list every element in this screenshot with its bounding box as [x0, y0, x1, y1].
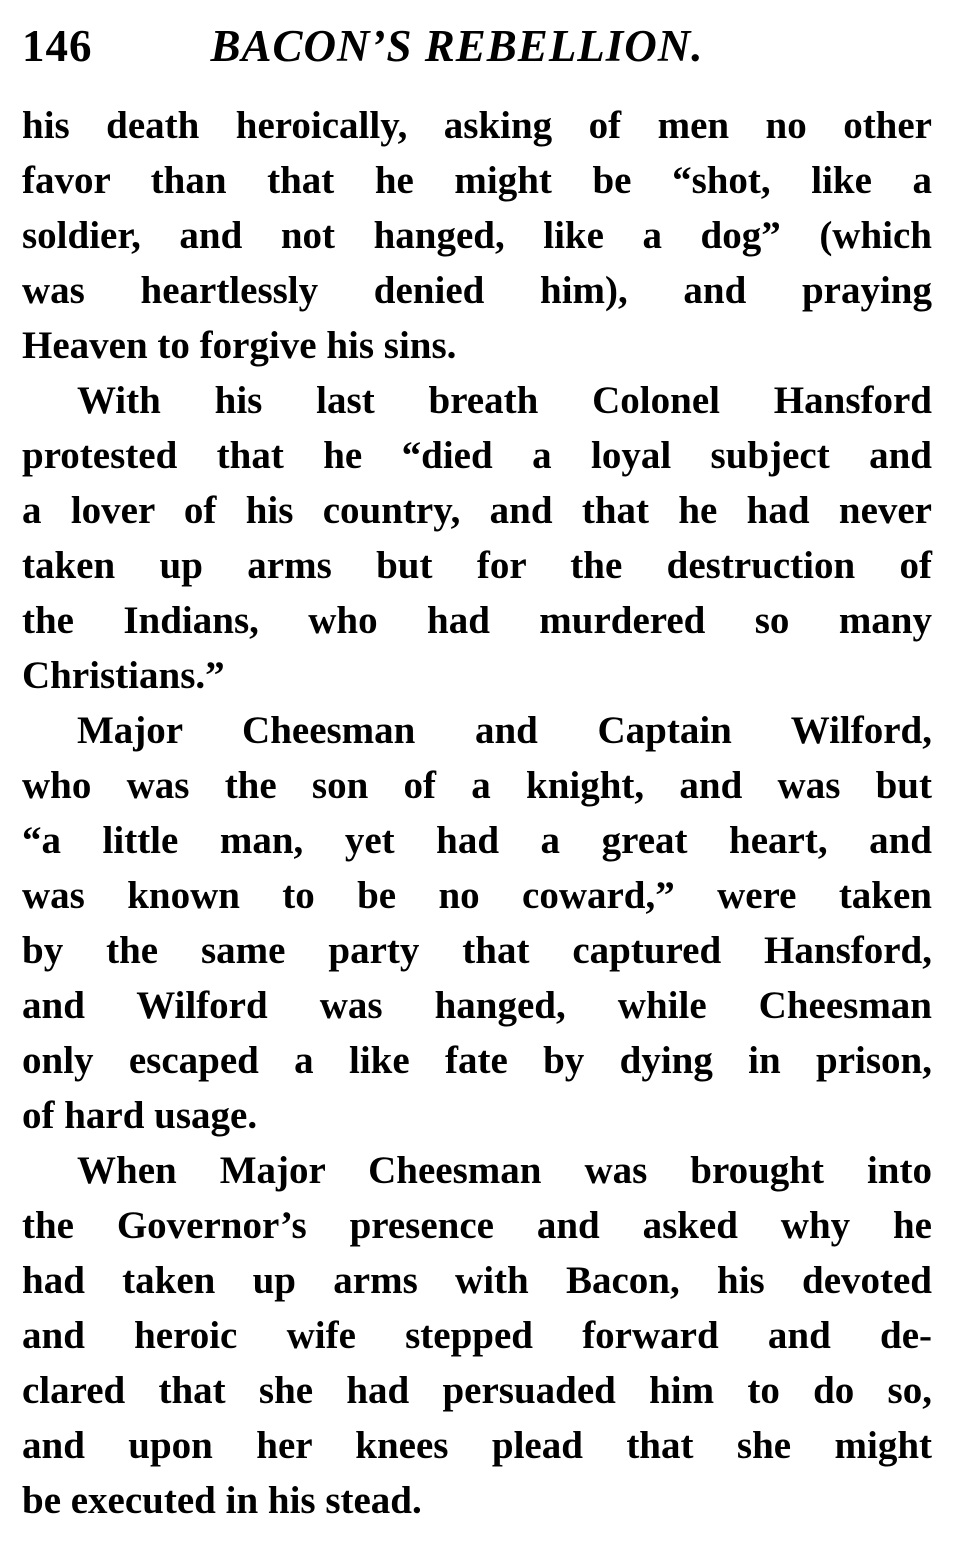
- text-line: a lover of his country, and that he had never: [22, 489, 932, 532]
- running-header: [22, 16, 932, 76]
- text-line: favor than that he might be “shot, like a: [22, 159, 932, 202]
- text-line: taken up arms but for the destruction of: [22, 544, 932, 587]
- text-line: his death heroically, asking of men no other: [22, 104, 932, 147]
- text-line: had taken up arms with Bacon, his devoted: [22, 1259, 932, 1302]
- text-line: When Major Cheesman was brought into: [77, 1149, 932, 1192]
- text-line: soldier, and not hanged, like a dog” (which: [22, 214, 932, 257]
- text-line: Major Cheesman and Captain Wilford,: [77, 709, 932, 752]
- text-line: protested that he “died a loyal subject and: [22, 434, 932, 477]
- running-head-title: BACON’S REBELLION.: [210, 21, 704, 71]
- text-line: and Wilford was hanged, while Cheesman: [22, 984, 932, 1027]
- text-line: was known to be no coward,” were taken: [22, 874, 932, 917]
- text-line: and upon her knees plead that she might: [22, 1424, 932, 1467]
- text-line: by the same party that captured Hansford,: [22, 929, 932, 972]
- paragraph: [22, 373, 932, 703]
- paragraph: [22, 98, 932, 373]
- text-line: be executed in his stead.: [22, 1479, 422, 1522]
- text-line: With his last breath Colonel Hansford: [77, 379, 932, 422]
- text-line: clared that she had persuaded him to do so,: [22, 1369, 932, 1412]
- text-line: who was the son of a knight, and was but: [22, 764, 932, 807]
- paragraph: [22, 703, 932, 1143]
- text-line: and heroic wife stepped forward and de-: [22, 1314, 932, 1357]
- text-line: the Governor’s presence and asked why he: [22, 1204, 932, 1247]
- text-line: Heaven to forgive his sins.: [22, 324, 457, 367]
- text-line: of hard usage.: [22, 1094, 258, 1137]
- text-line: Christians.”: [22, 654, 225, 697]
- page-number: 146: [22, 21, 93, 71]
- page-body: [22, 98, 932, 1528]
- text-line: the Indians, who had murdered so many: [22, 599, 932, 642]
- text-line: only escaped a like fate by dying in prison,: [22, 1039, 932, 1082]
- text-line: was heartlessly denied him), and praying: [22, 269, 932, 312]
- paragraph: [22, 1143, 932, 1528]
- text-line: “a little man, yet had a great heart, and: [22, 819, 932, 862]
